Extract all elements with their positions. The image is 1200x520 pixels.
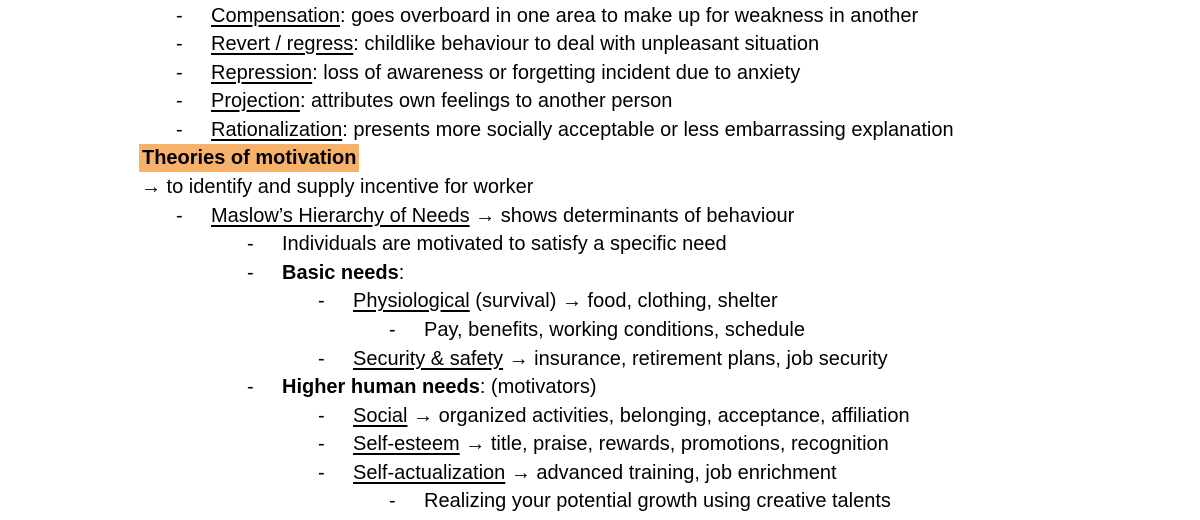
term-self-actualization: Self-actualization	[353, 462, 506, 484]
term-description: : presents more socially acceptable or less embarrassing explanation	[342, 119, 954, 141]
term-description: → advanced training, job enrichment	[505, 462, 837, 484]
term-self-esteem: Self-esteem	[353, 433, 460, 455]
bullet-dash: -	[318, 348, 325, 370]
bullet-dash: -	[176, 5, 183, 27]
bullet-dash: -	[318, 433, 325, 455]
term-compensation: Compensation	[211, 5, 340, 27]
bullet-dash: -	[389, 319, 396, 341]
section-heading: Theories of motivation	[139, 144, 359, 172]
bullet-dash: -	[176, 119, 183, 141]
term-description: : childlike behaviour to deal with unpleasant situation	[353, 33, 820, 55]
term-physiological: Physiological	[353, 290, 470, 312]
term-description: : attributes own feelings to another person	[299, 90, 673, 112]
bullet-dash: -	[176, 62, 183, 84]
bullet-dash: -	[176, 90, 183, 112]
term-description: → title, praise, rewards, promotions, recognition	[459, 433, 889, 455]
bullet-dash: -	[318, 405, 325, 427]
self-actualization-sub: Realizing your potential growth using creative talents	[424, 490, 891, 512]
physiological-sub: Pay, benefits, working conditions, schedule	[424, 319, 805, 341]
bullet-dash: -	[176, 33, 183, 55]
term-revert-regress: Revert / regress	[211, 33, 354, 55]
intro-text: → to identify and supply incentive for worker	[141, 176, 534, 198]
term-description: → insurance, retirement plans, job security	[503, 348, 888, 370]
bullet-dash: -	[247, 233, 254, 255]
bullet-dash: -	[318, 290, 325, 312]
bullet-dash: -	[247, 262, 254, 284]
basic-needs-label: Basic needs	[282, 262, 399, 284]
higher-needs-suffix: : (motivators)	[479, 376, 597, 398]
term-description: → shows determinants of behaviour	[469, 205, 795, 227]
bullet-dash: -	[247, 376, 254, 398]
term-maslow: Maslow’s Hierarchy of Needs	[211, 205, 470, 227]
term-repression: Repression	[211, 62, 313, 84]
term-social: Social	[353, 405, 408, 427]
term-description: → organized activities, belonging, acceptance, affiliation	[407, 405, 910, 427]
term-security-safety: Security & safety	[353, 348, 504, 370]
bullet-dash: -	[389, 490, 396, 512]
bullet-dash: -	[318, 462, 325, 484]
term-description: (survival) → food, clothing, shelter	[469, 290, 778, 312]
term-description: : goes overboard in one area to make up for weakness in another	[339, 5, 919, 27]
term-projection: Projection	[211, 90, 300, 112]
bullet-dash: -	[176, 205, 183, 227]
basic-needs-suffix: :	[398, 262, 405, 284]
higher-needs-label: Higher human needs	[282, 376, 480, 398]
term-description: : loss of awareness or forgetting incident due to anxiety	[312, 62, 801, 84]
maslow-point: Individuals are motivated to satisfy a specific need	[282, 233, 727, 255]
term-rationalization: Rationalization	[211, 119, 343, 141]
